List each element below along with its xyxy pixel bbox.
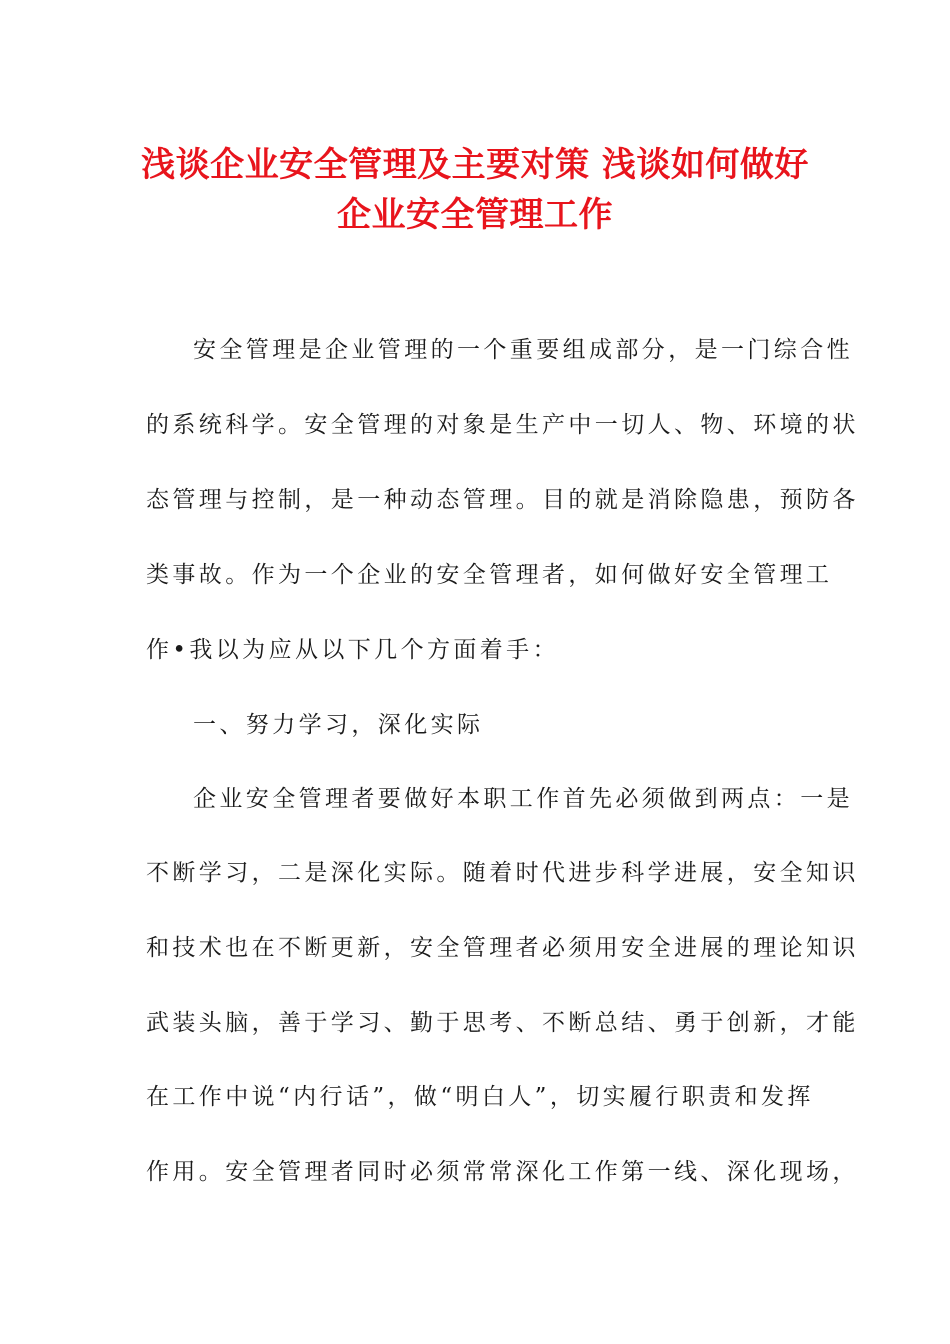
paragraph-1-line-1: 安全管理是企业管理的一个重要组成部分，是一门综合性: [193, 337, 853, 363]
paragraph-2-line-6: 作用。安全管理者同时必须常常深化工作第一线、深化现场，: [146, 1159, 859, 1185]
paragraph-1-line-4: 类事故。作为一个企业的安全管理者，如何做好安全管理工: [146, 562, 833, 588]
paragraph-2-line-4: 武装头脑，善于学习、勤于思考、不断总结、勇于创新，才能: [146, 1010, 859, 1036]
paragraph-2-line-5: 在工作中说“内行话”，做“明白人”，切实履行职责和发挥: [146, 1084, 814, 1110]
title-line-1: 浅谈企业安全管理及主要对策 浅谈如何做好: [141, 145, 809, 185]
paragraph-2-line-1: 企业安全管理者要做好本职工作首先必须做到两点：一是: [193, 786, 853, 812]
paragraph-1-line-2: 的系统科学。安全管理的对象是生产中一切人、物、环境的状: [146, 412, 859, 438]
paragraph-2-line-3: 和技术也在不断更新，安全管理者必须用安全进展的理论知识: [146, 935, 859, 961]
paragraph-1-line-3: 态管理与控制，是一种动态管理。目的就是消除隐患，预防各: [146, 487, 859, 513]
title-line-2: 企业安全管理工作: [337, 195, 613, 235]
section-heading-1: 一、努力学习，深化实际: [193, 712, 484, 738]
document-title: [120, 140, 830, 240]
paragraph-1-line-5: 作•我以为应从以下几个方面着手：: [146, 637, 559, 663]
paragraph-2-line-2: 不断学习，二是深化实际。随着时代进步科学进展，安全知识: [146, 860, 859, 886]
